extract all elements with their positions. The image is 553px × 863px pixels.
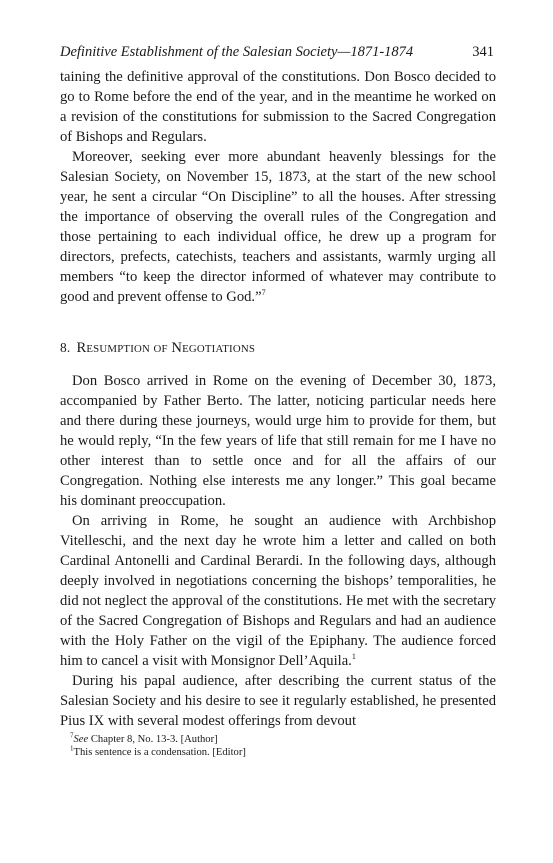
footnote: $^1$This sentence is a condensation. [Editor] [70, 744, 246, 758]
body-text-top [60, 67, 496, 307]
running-head-title: Definitive Establishment of the Salesian Society—1871-1874 [60, 44, 414, 60]
footnote-reference: 7 [261, 288, 266, 298]
paragraph: Don Bosco arrived in Rome on the evening of December 30, 1873, accompanied by Father Berto. The latter, noticing particular needs here and there during these journeys, would urge him to provide for them, but he would reply, “In the few years of life that still remain for me I have no other interest than to settle once and for all the affairs of our Congregation. Nothing else interests me any longer.” This goal became his dominant preoccupation. [60, 373, 496, 509]
running-head [60, 44, 496, 61]
footnotes [60, 733, 496, 759]
paragraph: taining the definitive approval of the constitutions. Don Bosco decided to go to Rome before the end of the year, and in the meantime he worked on a revision of the constitutions for submission to the Sacred Congregation of Bishops and Regulars. [60, 69, 496, 145]
body-text-bottom [60, 371, 496, 731]
paragraph: During his papal audience, after describing the current status of the Salesian Society and his desire to see it regularly established, he presented Pius IX with several modest offerings from devout [60, 673, 496, 729]
book-page [60, 44, 496, 759]
page-number: 341 [472, 44, 494, 60]
paragraph: On arriving in Rome, he sought an audience with Archbishop Vitelleschi, and the next day he wrote him a letter and called on both Cardinal Antonelli and Cardinal Berardi. In the following days, although deeply involved in negotiations concerning the bishops’ temporalities, he did not neglect the approval of the constitutions. He met with the secretary of the Sacred Congregation of Bishops and Regulars and had an audience with the Holy Father on the vigil of the Epiphany. The audience forced him to cancel a visit with Monsignor Dell’Aquila.$^1$ [60, 513, 496, 669]
section-heading: 8. RESUMPTION OF NEGOTIATIONS [60, 340, 256, 356]
footnote: $^7$See Chapter 8, No. 13-3. [Author] [70, 731, 218, 745]
section-number: 8. [60, 340, 71, 355]
footnote-reference: 1 [351, 652, 356, 662]
paragraph: Moreover, seeking ever more abundant heavenly blessings for the Salesian Society, on November 15, 1873, at the start of the new school year, he sent a circular “On Discipline” to all the houses. After stressing the importance of observing the overall rules of the Congregation and those pertaining to each individual office, he drew up a program for directors, prefects, catechists, teachers and assistants, warmly urging all members “to keep the director informed of whatever may contribute to good and prevent offense to God.”$^7$ [60, 149, 496, 305]
